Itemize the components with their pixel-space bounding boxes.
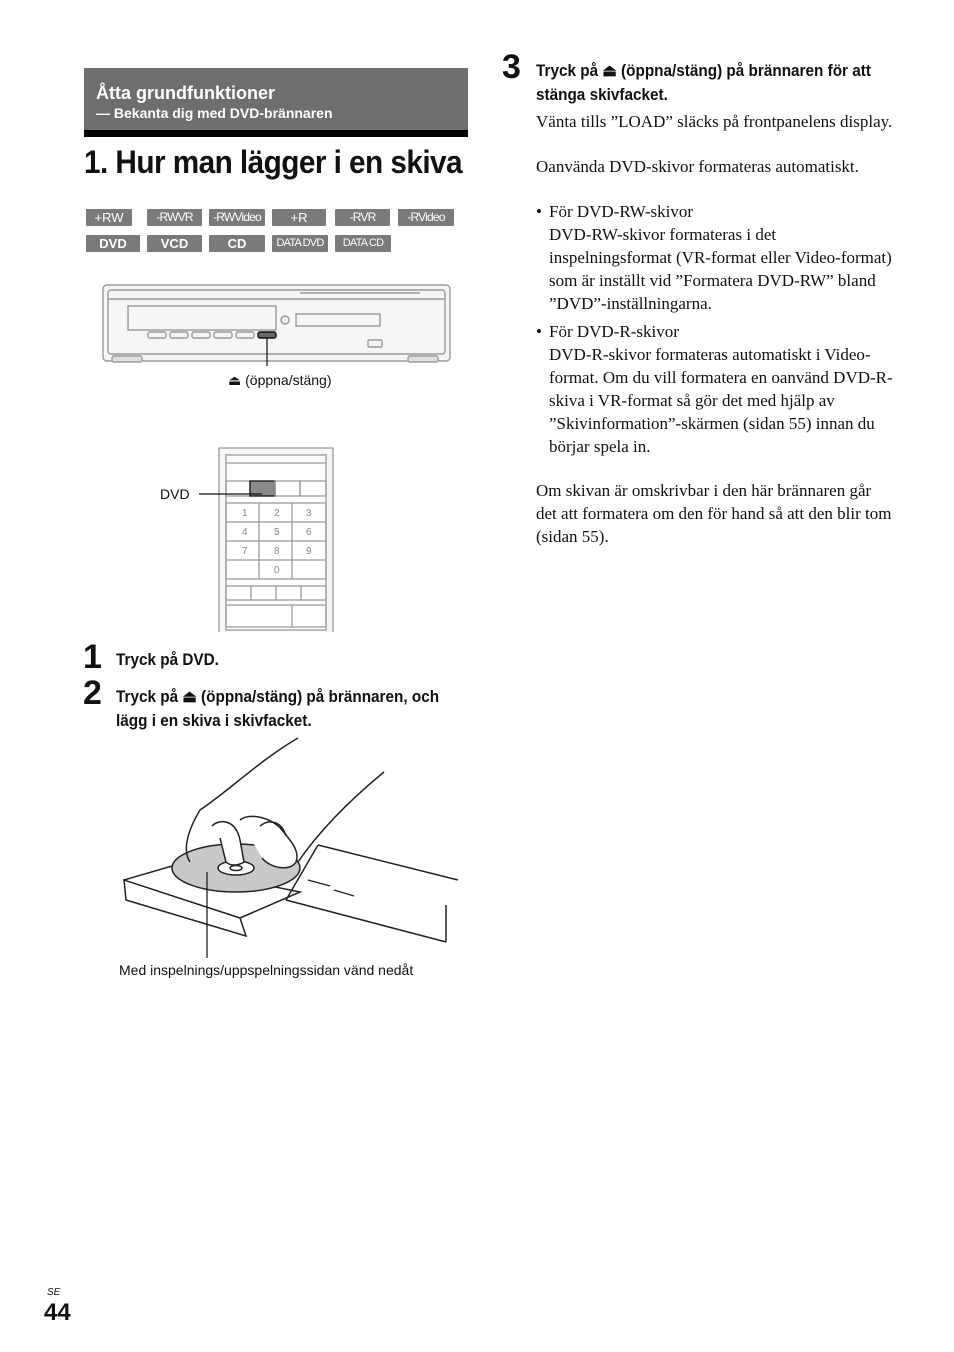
step-2-number: 2 xyxy=(83,674,102,712)
section-title: Åtta grundfunktioner xyxy=(96,83,275,103)
remote-illustration xyxy=(219,448,333,632)
badge-minus-r-video: -RVideo xyxy=(398,209,454,226)
badge-minus-r-vr: -RVR xyxy=(335,209,390,226)
step-1-text: Tryck på DVD. xyxy=(116,650,219,669)
bullet-dvd-rw-body: DVD-RW-skivor formateras i det inspelningsformat (VR-format eller Video-format) som är inställt vid ”Formatera DVD-RW” bland ”DVD”-inställningarna. xyxy=(549,225,892,313)
page-title: 1. Hur man lägger i en skiva xyxy=(84,144,463,180)
badge-vcd: VCD xyxy=(147,235,202,252)
remote-key-6: 6 xyxy=(306,527,312,538)
section-subtitle: — Bekanta dig med DVD-brännaren xyxy=(96,105,333,121)
badge-dvd: DVD xyxy=(86,235,140,252)
bullet-dvd-r-body: DVD-R-skivor formateras automatiskt i Video-format. Om du vill formatera en oanvänd DVD-R-skiva i VR-format så gör det med hjälp av ”Skivinformation”-skärmen (sidan 55) innan du börjar spela in. xyxy=(549,345,893,456)
step-2-text: Tryck på ⏏ (öppna/stäng) på brännaren, och lägg i en skiva i skivfacket. xyxy=(116,687,440,730)
disc-side-caption: Med inspelnings/uppspelningssidan vänd nedåt xyxy=(119,962,414,978)
bullet-dvd-rw-head: För DVD-RW-skivor xyxy=(549,202,694,221)
badge-plus-r: +R xyxy=(272,209,326,226)
page-number: 44 xyxy=(44,1299,71,1326)
step-3-text: Tryck på ⏏ (öppna/stäng) på brännaren för att stänga skivfacket. xyxy=(536,61,871,104)
disc-loading-illustration xyxy=(124,738,458,942)
remote-key-3: 3 xyxy=(306,508,312,519)
step-3-format-paragraph: Oanvända DVD-skivor formateras automatiskt. xyxy=(536,157,859,176)
remote-key-7: 7 xyxy=(242,546,248,557)
remote-key-0: 0 xyxy=(274,565,280,576)
bullet-dvd-r: • För DVD-R-skivor DVD-R-skivor formateras automatiskt i Video-format. Om du vill formatera en oanvänd DVD-R-skiva i VR-format så gör det med hjälp av ”Skivinformation”-skärmen (sidan 55) innan du börjar spela in. xyxy=(536,320,896,458)
remote-key-8: 8 xyxy=(274,546,280,557)
bullet-dvd-r-head: För DVD-R-skivor xyxy=(549,322,679,341)
recorder-illustration xyxy=(103,285,450,362)
remote-key-1: 1 xyxy=(242,508,248,519)
remote-key-5: 5 xyxy=(274,527,280,538)
step-1-number: 1 xyxy=(83,638,102,676)
eject-caption: ⏏ (öppna/stäng) xyxy=(228,372,332,388)
badge-data-dvd: DATA DVD xyxy=(272,235,328,252)
badge-minus-rw-video: -RWVideo xyxy=(209,209,265,226)
bullet-dvd-rw: • För DVD-RW-skivor DVD-RW-skivor formateras i det inspelningsformat (VR-format eller Video-format) som är inställt vid ”Formatera DVD-RW” bland ”DVD”-inställningarna. xyxy=(536,200,896,315)
badge-minus-rw-vr: -RWVR xyxy=(147,209,202,226)
badge-cd: CD xyxy=(209,235,265,252)
remote-key-4: 4 xyxy=(242,527,248,538)
region-label: SE xyxy=(47,1287,61,1298)
step-3-wait-paragraph: Vänta tills ”LOAD” släcks på frontpanelens display. xyxy=(536,112,893,131)
step-3-number: 3 xyxy=(502,48,521,86)
step-3-rewritable-paragraph: Om skivan är omskrivbar i den här brännaren går det att formatera om den för hand så att den blir tom (sidan 55). xyxy=(536,481,892,546)
remote-dvd-caption: DVD xyxy=(160,486,190,502)
remote-key-9: 9 xyxy=(306,546,312,557)
remote-key-2: 2 xyxy=(274,508,280,519)
badge-plus-rw: +RW xyxy=(86,209,132,226)
badge-data-cd: DATA CD xyxy=(335,235,391,252)
